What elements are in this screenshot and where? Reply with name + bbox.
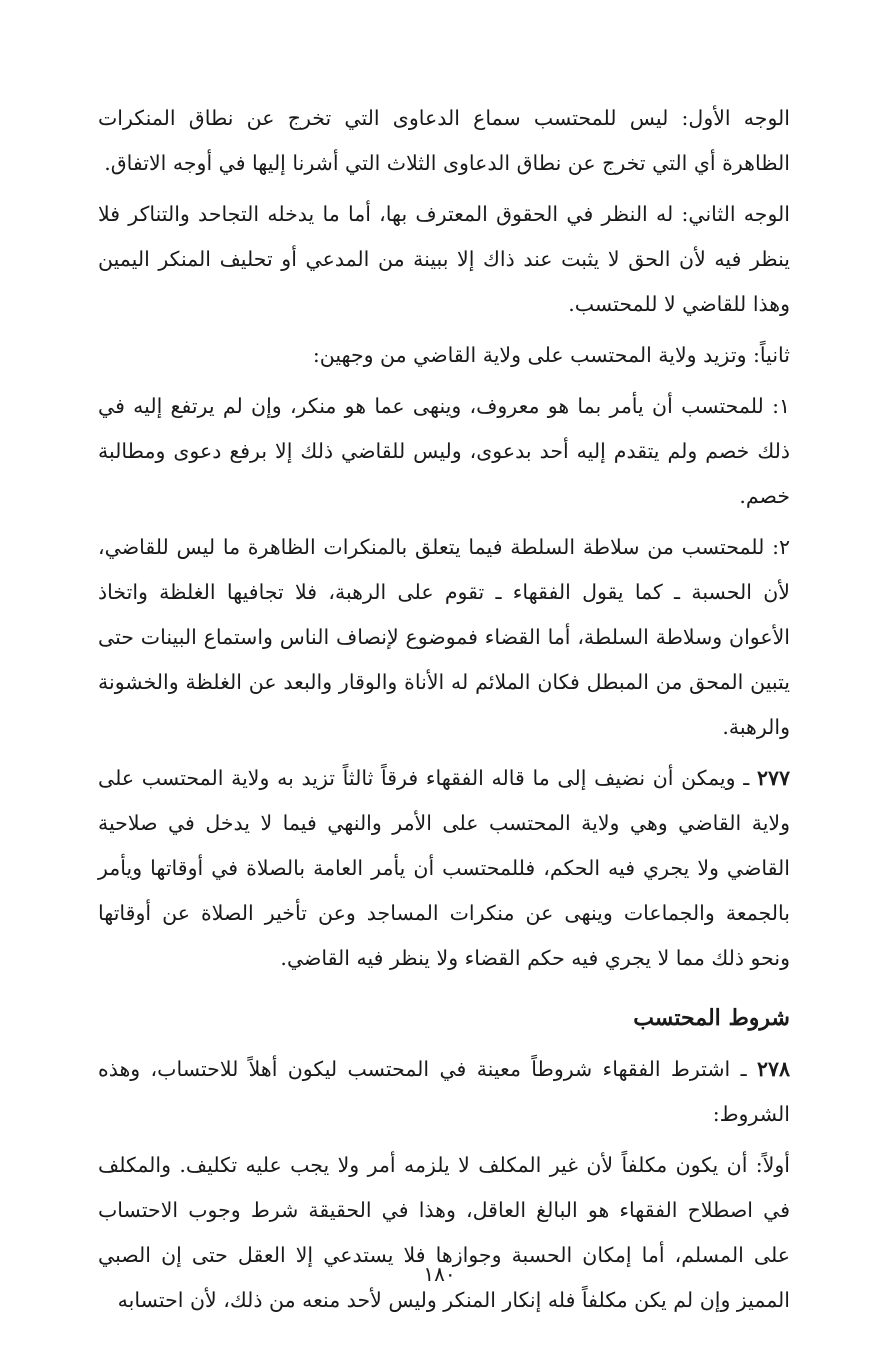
paragraph-first-aspect: الوجه الأول: ليس للمحتسب سماع الدعاوى التي تخرج عن نطاق المنكرات الظاهرة أي التي تخرج عن نطاق الدعاوى الثلاث التي أشرنا إليها في أوجه الاتفاق.: [98, 106, 790, 175]
page-number: ١٨٠: [423, 1262, 456, 1286]
paragraph-number-278: ٢٧٨: [756, 1057, 790, 1081]
paragraph-second-aspect: الوجه الثاني: له النظر في الحقوق المعترف بها، أما ما يدخله التجاحد والتناكر فلا ينظر فيه لأن الحق لا يثبت عند ذاك إلا ببينة من المدعي أو تحليف المنكر اليمين وهذا للقاضي لا للمحتسب.: [98, 202, 790, 316]
paragraph-278-text: ـ اشترط الفقهاء شروطاً معينة في المحتسب ليكون أهلاً للاحتساب، وهذه الشروط:: [98, 1057, 790, 1126]
paragraph-277-text: ـ ويمكن أن نضيف إلى ما قاله الفقهاء فرقاً ثالثاً تزيد به ولاية المحتسب على ولاية القاضي وهي ولاية المحتسب على الأمر والنهي فيما لا يدخل في صلاحية القاضي ولا يجري فيه الحكم، فللمحتسب أن يأمر العامة بالصلاة في أوقاتها ويأمر بالجمعة والجماعات وينهى عن منكرات المساجد وعن تأخير الصلاة عن أوقاتها ونحو ذلك مما لا يجري فيه حكم القضاء ولا ينظر فيه القاضي.: [98, 766, 790, 970]
paragraph-point-two: ٢: للمحتسب من سلاطة السلطة فيما يتعلق بالمنكرات الظاهرة ما ليس للقاضي، لأن الحسبة ـ كما يقول الفقهاء ـ تقوم على الرهبة، فلا تجافيها الغلظة واتخاذ الأعوان وسلاطة السلطة، أما القضاء فموضوع لإنصاف الناس واستماع البينات حتى يتبين المحق من المبطل فكان الملائم له الأناة والوقار والبعد عن الغلظة والخشونة والرهبة.: [98, 535, 790, 739]
paragraph-firstly: أولاً: أن يكون مكلفاً لأن غير المكلف لا يلزمه أمر ولا يجب عليه تكليف. والمكلف في اصطلاح الفقهاء هو البالغ العاقل، وهذا في الحقيقة شرط وجوب الاحتساب على المسلم، أما إمكان الحسبة وجوازها فلا يستدعي إلا العقل حتى إن الصبي المميز وإن لم يكن مكلفاً فله إنكار المنكر وليس لأحد منعه من ذلك، لأن احتسابه: [98, 1153, 790, 1312]
paragraph-278: [98, 1047, 790, 1137]
paragraph-secondly: ثانياً: وتزيد ولاية المحتسب على ولاية القاضي من وجهين:: [312, 343, 790, 367]
section-heading: شروط المحتسب: [633, 1005, 790, 1031]
paragraph-277: [98, 756, 790, 981]
paragraph-number-277: ٢٧٧: [756, 766, 790, 790]
page-body: [98, 96, 790, 1323]
paragraph-point-one: ١: للمحتسب أن يأمر بما هو معروف، وينهى عما هو منكر، وإن لم يرتفع إليه في ذلك خصم ولم يتقدم إليه أحد بدعوى، وليس للقاضي ذلك إلا برفع دعوى ومطالبة خصم.: [98, 394, 790, 508]
